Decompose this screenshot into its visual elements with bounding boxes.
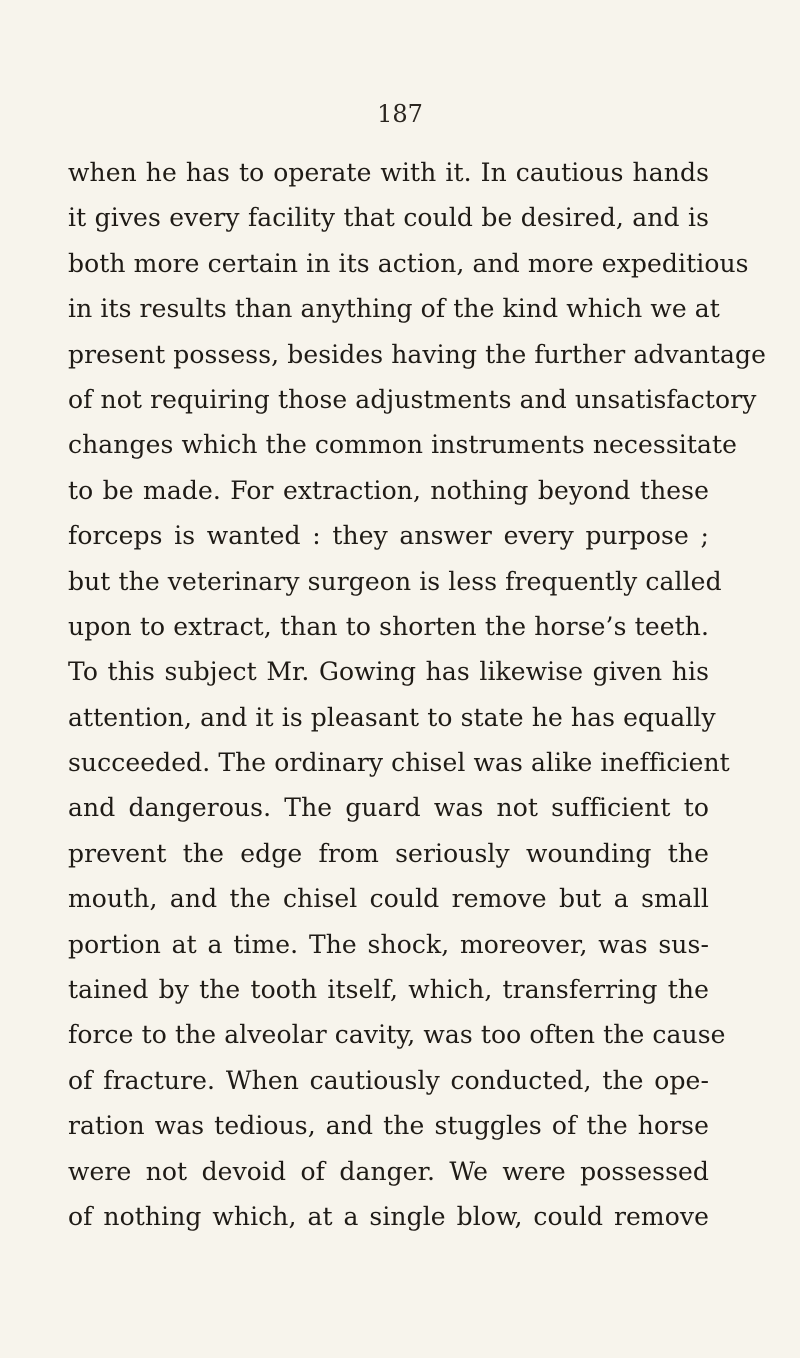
text-line: in its results than anything of the kind which we at	[68, 294, 720, 324]
text-line: present possess, besides having the further advantage	[68, 339, 767, 369]
text-line: but the veterinary surgeon is less frequently called	[68, 566, 722, 596]
text-line: of not requiring those adjustments and unsatisfactory	[68, 384, 757, 414]
text-line: of nothing which, at a single blow, could remove	[68, 1201, 709, 1231]
text-line: upon to extract, than to shorten the horse’s teeth.	[68, 611, 709, 641]
text-line: when he has to operate with it. In cautious hands	[68, 158, 709, 187]
text-line: forceps is wanted : they answer every purpose ;	[68, 521, 709, 551]
body-text	[68, 150, 767, 1239]
text-line: attention, and it is pleasant to state he has equally	[68, 702, 716, 732]
text-line: tained by the tooth itself, which, transferring the	[68, 975, 709, 1005]
text-line: portion at a time. The shock, moreover, was sus-	[68, 929, 709, 959]
page-number: 187	[377, 100, 423, 128]
text-line: were not devoid of danger. We were possessed	[68, 1156, 709, 1186]
text-line: changes which the common instruments necessitate	[68, 430, 738, 460]
text-line: both more certain in its action, and more expeditious	[68, 248, 749, 278]
text-line: force to the alveolar cavity, was too often the cause	[68, 1020, 726, 1050]
text-line: it gives every facility that could be desired, and is	[68, 203, 709, 233]
text-line: of fracture. When cautiously conducted, the ope-	[68, 1065, 709, 1095]
text-line: to be made. For extraction, nothing beyond these	[68, 475, 709, 505]
text-line: To this subject Mr. Gowing has likewise given his	[68, 657, 709, 687]
text-line: mouth, and the chisel could remove but a small	[68, 884, 709, 914]
text-line: prevent the edge from seriously wounding the	[68, 838, 709, 868]
text-line: and dangerous. The guard was not sufficient to	[68, 793, 709, 823]
text-line: succeeded. The ordinary chisel was alike inefficient	[68, 748, 730, 778]
text-line: ration was tedious, and the stuggles of the horse	[68, 1111, 709, 1141]
